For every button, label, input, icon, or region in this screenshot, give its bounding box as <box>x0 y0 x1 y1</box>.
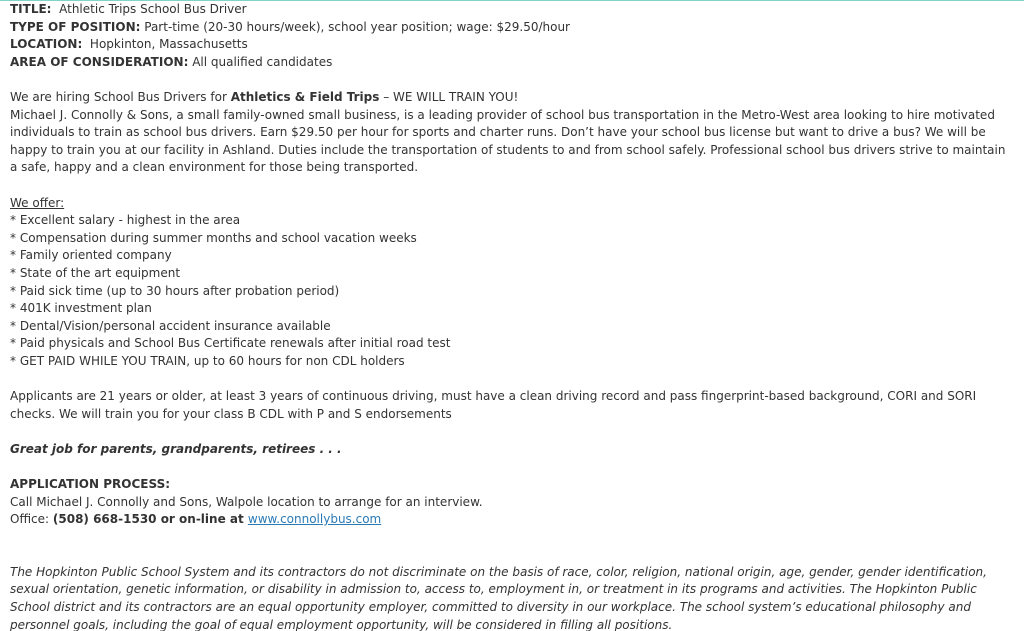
offer-item: * Dental/Vision/personal accident insurance available <box>10 318 331 333</box>
tagline-text: Great job for parents, grandparents, retirees . . . <box>10 441 342 456</box>
area-line <box>10 54 1012 72</box>
office-phone: (508) 668-1530 or on-line at <box>52 512 248 527</box>
tagline <box>10 441 1012 459</box>
hiring-suffix: – WE WILL TRAIN YOU! <box>379 89 519 104</box>
offer-heading-text: We offer: <box>10 195 65 210</box>
disclaimer-paragraph: The Hopkinton Public School System and its contractors do not discriminate on the basis of race, color, religion, national origin, age, gender, gender identification, sexual orientation, genetic information, or disability in admission to, access to, employment in, or treatment in its programs and activities. The Hopkinton Public School district and its contractors are an equal opportunity employer, committed to diversity in our workplace. The school system’s educational philosophy and personnel goals, including the goal of equal employment opportunity, will be considered in filling all positions. <box>10 564 987 631</box>
website-link[interactable]: www.connollybus.com <box>247 512 382 527</box>
application-heading-text: APPLICATION PROCESS: <box>10 477 171 492</box>
offer-item: * State of the art equipment <box>10 265 181 280</box>
type-label: TYPE OF POSITION: <box>10 19 141 34</box>
offer-item: * Family oriented company <box>10 248 172 263</box>
title-value: Athletic Trips School Bus Driver <box>59 2 247 16</box>
area-label: AREA OF CONSIDERATION: <box>10 54 189 69</box>
office-line <box>10 511 1012 529</box>
hiring-line <box>10 89 1012 107</box>
offer-item: * 401K investment plan <box>10 301 152 316</box>
type-value: Part-time (20-30 hours/week), school year position; wage: $29.50/hour <box>144 19 570 34</box>
title-line <box>10 1 1012 19</box>
offer-item: * Paid physicals and School Bus Certificate renewals after initial road test <box>10 336 451 351</box>
title-label: TITLE: <box>10 2 52 16</box>
location-label: LOCATION: <box>10 37 83 52</box>
job-posting <box>10 1 1012 631</box>
intro-paragraph: Michael J. Connolly & Sons, a small family-owned small business, is a leading provider of school bus transportation in the Metro-West area looking to hire motivated individuals to train as school bus drivers. Earn $29.50 per hour for sports and charter runs. Don’t have your school bus license but want to drive a bus? We will be happy to train you at our facility in Ashland. Duties include the transportation of students to and from school safely. Professional school bus drivers strive to maintain a safe, happy and a clean environment for those being transported. <box>10 107 1006 175</box>
application-line: Call Michael J. Connolly and Sons, Walpole location to arrange for an interview. <box>10 494 483 509</box>
application-heading <box>10 476 1012 494</box>
office-prefix: Office: <box>10 512 53 527</box>
offer-item: * Compensation during summer months and school vacation weeks <box>10 230 417 245</box>
location-value: Hopkinton, Massachusetts <box>89 37 248 52</box>
offer-item: * GET PAID WHILE YOU TRAIN, up to 60 hours for non CDL holders <box>10 353 405 368</box>
offer-item: * Paid sick time (up to 30 hours after probation period) <box>10 283 340 298</box>
offer-item: * Excellent salary - highest in the area <box>10 213 241 228</box>
location-line <box>10 36 1012 54</box>
area-value: All qualified candidates <box>192 54 333 69</box>
offer-heading <box>10 195 1012 213</box>
hiring-bold: Athletics & Field Trips <box>230 89 380 104</box>
requirements-paragraph: Applicants are 21 years or older, at least 3 years of continuous driving, must have a clean driving record and pass fingerprint-based background, CORI and SORI checks. We will train you for your class B CDL with P and S endorsements <box>10 389 977 421</box>
hiring-prefix: We are hiring School Bus Drivers for <box>10 89 231 104</box>
type-line <box>10 19 1012 37</box>
